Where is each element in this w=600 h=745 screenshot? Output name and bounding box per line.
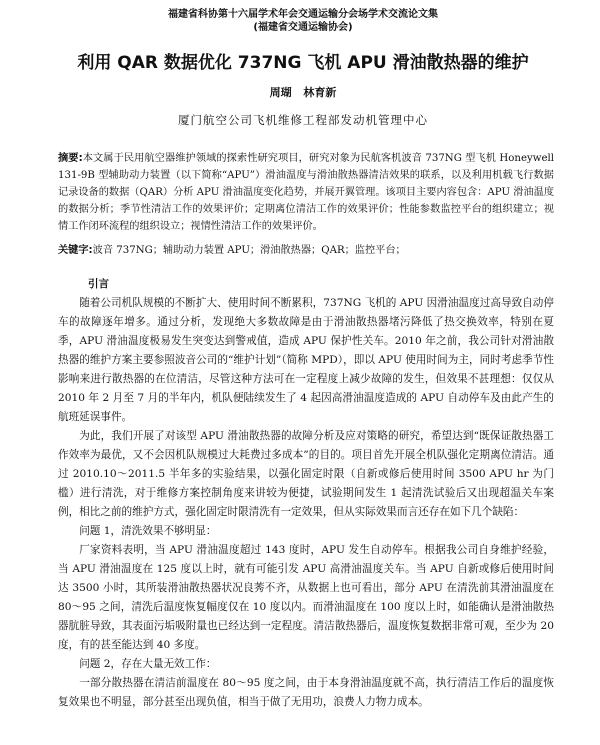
- abstract-text: 本文属于民用航空器维护领域的探索性研究项目，研究对象为民航客机波音 737NG 型飞机 Honeywell 131-9B 型辅助动力装置（以下简称“APU”）滑油温度与滑油散热器清洁效果的联系，以及利用机载飞行数据记录设备的数据（QAR）分析 APU 滑油温度变化趋势，并展开翼管理。该项目主要内容包含：APU 滑油温度的数据分析；季节性清洁工作的效果评价；定期离位清洁工作的效果评价；性能参数监控平台的组织建立；视情工作闭环流程的组织设立；视情性清洁工作的效果评价。: [58, 153, 555, 232]
- section-heading-intro: 引言: [88, 278, 109, 290]
- problem-1-text: 厂家资料表明，当 APU 滑油温度超过 143 度时，APU 发生自动停车。根据我公司自身维护经验，当 APU 滑油温度在 125 度以上时，就有可能引发 APU 高滑油温度关车。当 APU 自新或修后使用时间达 3500 小时，其所装滑油散热器状况良莠不齐，从数据上也可看出，部分 APU 在清洗前其滑油温度在 80～95 之间，清洗后温度恢复幅度仅在 10 度以内。而滑油温度在 100 度以上时，如能确认是滑油散热器肮脏导致，其表面污垢吸附量也已经达到一定程度。清洁散热器后，温度恢复数据非常可观，至少为 20 度，有的甚至能达到 40 多度。: [58, 544, 554, 651]
- keywords-text: 波音 737NG；辅助动力装置 APU；滑油散热器；QAR；监控平台；: [92, 245, 406, 256]
- paragraph: 随着公司机队规模的不断扩大、使用时间不断累积，737NG 飞机的 APU 因滑油温度过高导致自动停车的故障逐年增多。通过分析，发现绝大多数故障是由于滑油散热器堵污降低了热交换效率，特别在夏季，APU 滑油温度极易发生突变达到警戒值，造成 APU 保护性关车。2010 年之前，我公司针对滑油散热器的维护方案主要参照波音公司的“维护计划”（简称 MPD），即以 APU 使用时间为主，同时考虑季节性影响来进行散热器的在位清洁，尽管这种方法可在一定程度上减少故障的发生，但效果不甚理想：仅仅从 2010 年 2 月至 7 月的半年内，机队便陆续发生了 4 起因高滑油温度造成的 APU 自动停车及由此产生的航班延误事件。: [58, 297, 554, 423]
- paper-title: 利用 QAR 数据优化 737NG 飞机 APU 滑油散热器的维护: [77, 53, 529, 73]
- abstract-label: 摘要:: [58, 153, 83, 164]
- keywords: [52, 243, 554, 259]
- proceedings-header: 福建省科协第十六届学术年会交通运输分会场学术交流论文集: [168, 9, 438, 20]
- abstract: [52, 150, 554, 235]
- problem-1-heading: 问题 1，清洗效果不够明显：: [79, 525, 217, 537]
- paragraph: 为此，我们开展了对该型 APU 滑油散热器的故障分析及应对策略的研究，希望达到“既保证散热器工作效率为最优，又不会因机队规模过大耗费过多成本”的目的。项目首先开展全机队强化定期离位清洁。通过 2010.10～2011.5 半年多的实验结果，以强化固定时限（自新或修后使用时间 3500 APU hr 为门槛）进行清洗，对于维修方案控制角度来讲较为便捷，试验期间发生 1 起清洗试验后又出现超温关车案例，相比之前的维护方式，强化固定时限清洗有一定效果，但从实际效果而言还存在如下几个缺陷：: [58, 430, 554, 518]
- affiliation: 厦门航空公司飞机维修工程部发动机管理中心: [178, 113, 428, 127]
- problem-2-heading: 问题 2，存在大量无效工作：: [79, 658, 217, 670]
- keywords-label: 关键字:: [58, 245, 93, 256]
- body-text: [52, 294, 554, 712]
- authors: 周瑚 林育新: [269, 86, 337, 99]
- problem-2-text: 一部分散热器在清洁前温度在 80～95 度之间，由于本身滑油温度就不高，执行清洁工作后的温度恢复效果也不明显，部分甚至出现负值，相当于做了无用功，浪费人力物力成本。: [58, 677, 554, 708]
- proceedings-subheader: (福建省交通运输协会): [253, 22, 353, 33]
